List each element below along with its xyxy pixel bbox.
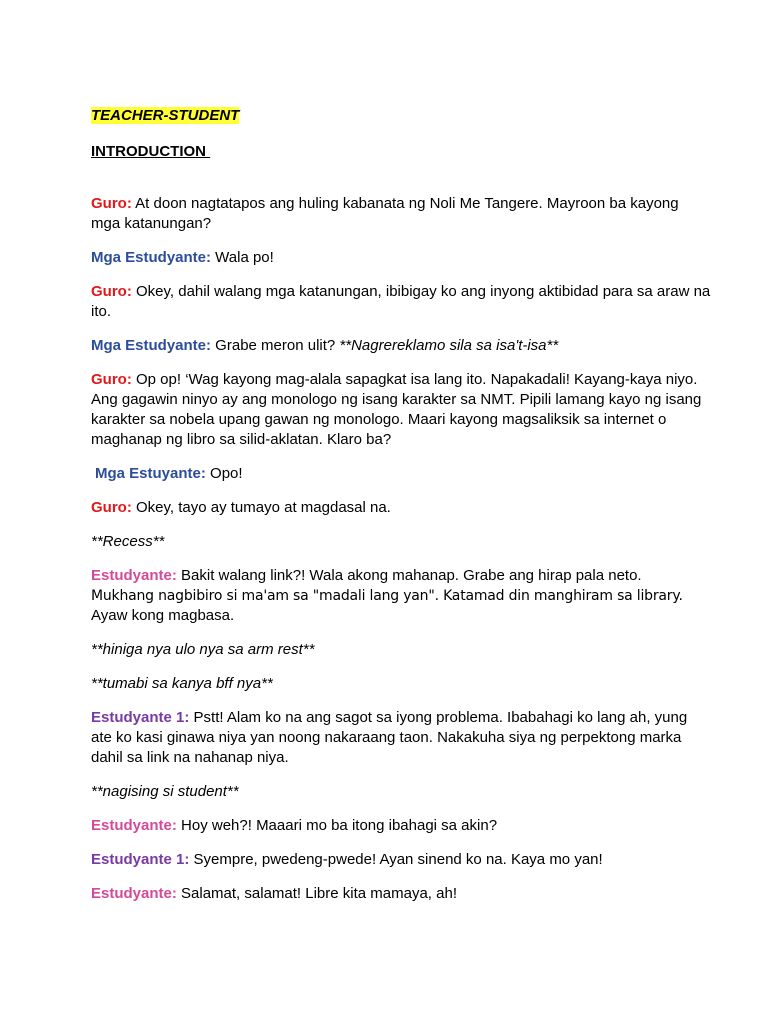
speaker-guro: Guro: xyxy=(91,283,132,300)
dialogue-text: Pstt! Alam ko na ang sagot sa iyong problema. Ibabahagi ko lang ah, yung ate ko kasi ginawa niya yan noong nakaraang taon. Nakakuha siya ng perpektong marka dahil sa link na nahanap niya. xyxy=(91,709,688,766)
dialogue-line xyxy=(91,816,711,836)
dialogue-text: Salamat, salamat! Libre kita mamaya, ah! xyxy=(176,885,457,902)
stage-direction: **tumabi sa kanya bff nya** xyxy=(91,675,273,692)
document-title: TEACHER-STUDENT xyxy=(91,107,240,124)
dialogue-text: Okey, dahil walang mga katanungan, ibibigay ko ang inyong aktibidad para sa araw na ito. xyxy=(91,283,711,320)
stage-direction: **hiniga nya ulo nya sa arm rest** xyxy=(91,641,315,658)
dialogue-text-alt-font: Mukhang nagbibiro si ma'am sa "madali lang yan". Katamad din manghiram sa library. xyxy=(91,588,683,604)
dialogue-line xyxy=(91,194,711,234)
dialogue-line xyxy=(91,850,711,870)
section-heading-introduction: INTRODUCTION xyxy=(91,143,211,160)
dialogue-text: Opo! xyxy=(205,465,243,482)
speaker-estudyante: Estudyante: xyxy=(91,567,177,584)
speaker-guro: Guro: xyxy=(91,499,132,516)
speaker-guro: Guro: xyxy=(91,371,132,388)
speaker-estudyante: Estudyante: xyxy=(91,817,177,834)
speaker-guro: Guro: xyxy=(91,195,132,212)
speaker-mga-estudyante: Mga Estudyante: xyxy=(91,249,212,266)
document-page xyxy=(91,106,711,918)
speaker-mga-estudyante: Mga Estudyante: xyxy=(91,337,212,354)
dialogue-line xyxy=(91,498,711,518)
dialogue-line xyxy=(91,282,711,322)
dialogue-line xyxy=(91,708,711,768)
dialogue-text: At doon nagtatapos ang huling kabanata ng Noli Me Tangere. Mayroon ba kayong mga katanungan? xyxy=(91,195,679,232)
stage-direction: **Recess** xyxy=(91,533,165,550)
speaker-mga-estuyante: Mga Estuyante: xyxy=(95,465,206,482)
speaker-estudyante-1: Estudyante 1: xyxy=(91,709,190,726)
dialogue-line xyxy=(91,464,711,484)
dialogue-text: Ayaw kong magbasa. xyxy=(91,607,235,624)
dialogue-line xyxy=(91,248,711,268)
speaker-estudyante-1: Estudyante 1: xyxy=(91,851,190,868)
dialogue-text: Bakit walang link?! Wala akong mahanap. Grabe ang hirap pala neto. xyxy=(176,567,642,584)
speaker-estudyante: Estudyante: xyxy=(91,885,177,902)
dialogue-text: Grabe meron ulit? xyxy=(211,337,340,354)
dialogue-line xyxy=(91,884,711,904)
dialogue-text: Syempre, pwedeng-pwede! Ayan sinend ko na. Kaya mo yan! xyxy=(189,851,603,868)
stage-direction: **Nagrereklamo sila sa isa't-isa** xyxy=(339,337,559,354)
dialogue-text: Hoy weh?! Maaari mo ba itong ibahagi sa akin? xyxy=(176,817,498,834)
dialogue-text: Op op! ‘Wag kayong mag-alala sapagkat isa lang ito. Napakadali! Kayang-kaya niyo. Ang gagawin ninyo ay ang monologo ng isang karakter sa NMT. Pipili lamang kayo ng isang karakter sa nobela upang gawan ng monologo. Maari kayong magsaliksik sa internet o maghanap ng libro sa silid-aklatan. Klaro ba? xyxy=(91,371,702,448)
stage-direction: **nagising si student** xyxy=(91,783,239,800)
dialogue-line xyxy=(91,336,711,356)
dialogue-line xyxy=(91,370,711,450)
dialogue-text: Wala po! xyxy=(211,249,274,266)
dialogue-text: Okey, tayo ay tumayo at magdasal na. xyxy=(131,499,391,516)
dialogue-line xyxy=(91,566,711,626)
